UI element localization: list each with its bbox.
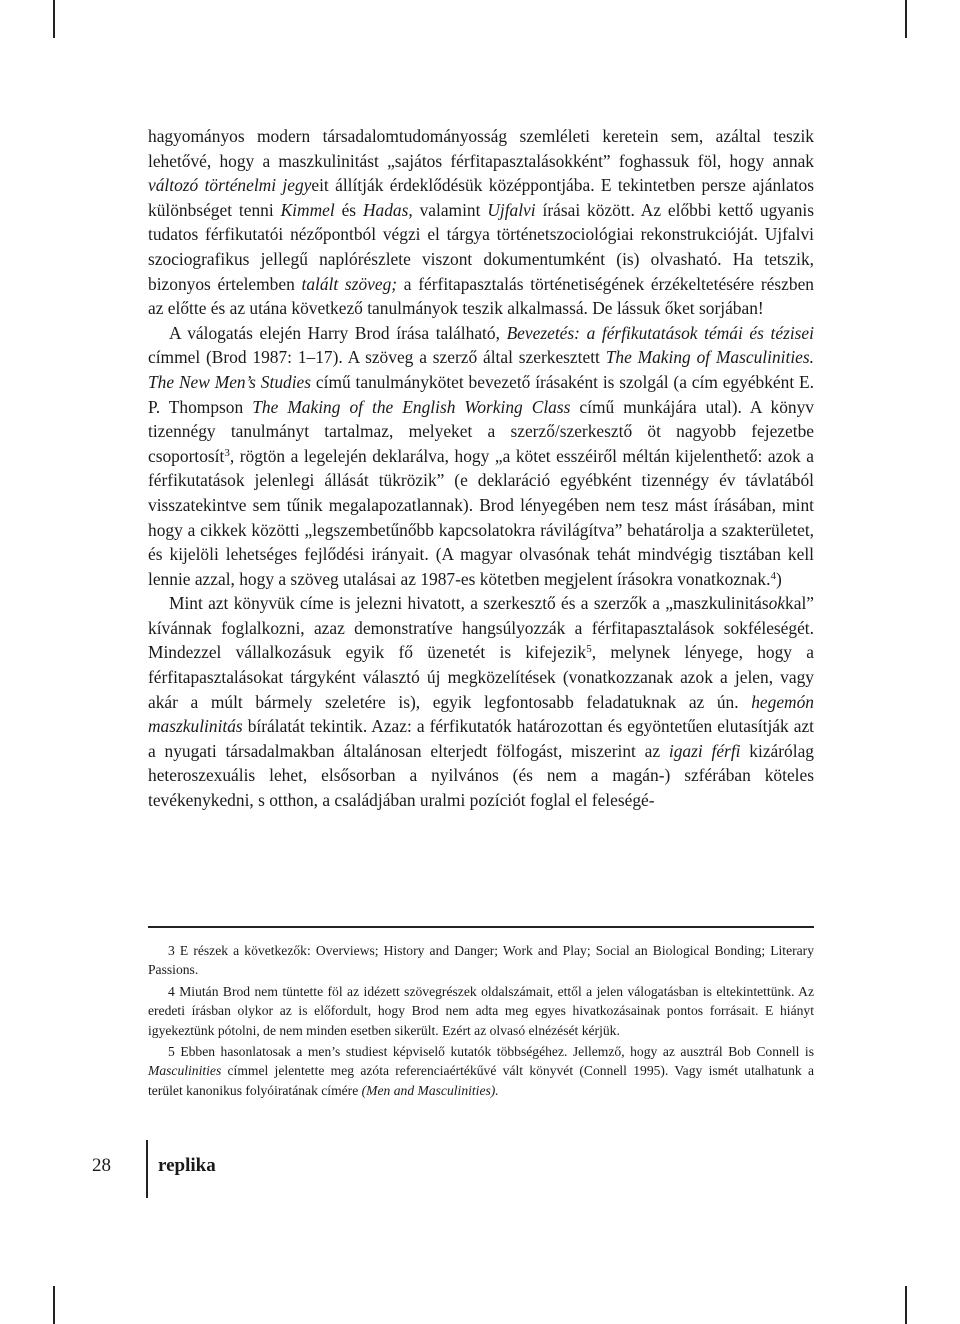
text-run: bírálatát tekintik. Azaz: a férfikutatók határozottan és egyöntetűen elutasítják azt a nyugati társadalmakban általánosan elterjedt fölfogást, miszerint az [148,716,814,761]
text-run-italic: The Making of the English Working Class [252,396,571,417]
footnote-ref-4: 4 [770,569,776,582]
text-run: írásai között. Az előbbi kettő ugyanis tudatos férfikutatói nézőpontból végzi el tárgya történetszociológiai rekonstrukcióját. Ujfalvi szociografikus jellegű naplórészlete viszont dokumentumként (is) olvasható. Ha tetszik, bizonyos értelemben [148,199,815,294]
footnote-ref-3: 3 [224,446,230,459]
text-run: és [334,199,363,220]
footnotes [148,941,814,1102]
footnote-4: 4 Miután Brod nem tüntette föl az idézett szövegrészek oldalszámait, ettől a jelen válogatásban is eltekintettünk. Az eredeti írásban olykor az is előfordult, hogy Brod nem adta meg egyes hivatkozásainak pontos forrásait. E hiányt igyekeztünk pótolni, de nem minden esetben sikerült. Ezért az olvasó elnézését kérjük. [148,983,814,1038]
text-run: címmel (Brod 1987: 1–17). A szöveg a szerző által szerkesztett [148,347,606,368]
crop-mark-top-right [905,0,907,38]
paragraph-1 [148,124,814,321]
text-run: a férfitapasztalás történetiségének érzékeltetésére részben az előtte és az utána következő tanulmányok teszik alkalmassá. De lássuk őket sorjában! [148,273,814,319]
text-run: című munkájára utal). A könyv tizennégy tanulmányt tartalmaz, melyeket a szerző/szerkesztő öt nagyobb fejezetbe csoportosít [148,396,814,466]
text-run: 5 Ebben hasonlatosak a men’s studiest képviselő kutatók többségéhez. Jellemző, hogy az ausztrál Bob Connell is [168,1044,814,1060]
text-run-italic: ok [768,593,786,614]
text-run: valamint [412,199,488,220]
text-run-italic: The New Men’s Studies [148,371,312,392]
text-run-italic: (Men and Masculinities). [361,1082,499,1098]
text-run: kal” kívánnak foglalkozni, azaz demonstratíve hangsúlyozzák a férfitapasztalások sokféleségét. Mindezzel vállalkozásuk egyik fő üzenetét is kifejezik [148,593,814,663]
text-run: hagyományos modern társadalomtudományosság szemléleti keretein sem, azáltal teszik lehetővé, hogy a maszkulinitást „sajátos férfitapasztalásokként” foghassuk föl, hogy annak [148,126,814,171]
text-run-italic: igazi férfi [668,740,741,761]
crop-mark-bottom-left [53,1286,55,1324]
journal-name: replika [158,1155,216,1176]
footnote-3: 3 E részek a következők: Overviews; History and Danger; Work and Play; Social an Biological Bonding; Literary Passions. [148,943,814,978]
text-run-italic: talált szöveg; [301,273,398,294]
footnote-separator [148,926,814,928]
text-run-italic: Hadas, [362,199,413,220]
text-run-italic: Masculinities [148,1063,222,1079]
text-run-italic: Kimmel [280,199,335,220]
text-run: eit állítják érdeklődésük középpontjába. E tekintetben persze ajánlatos különbséget tenni [148,175,815,220]
text-run: ) [775,568,782,589]
text-run: kizárólag heteroszexuális lehet, elsősorban a nyilvános (és nem a magán-) szférában köteles tevékenykedni, s otthon, a családjában uralmi pozíciót foglal el feleségé- [148,740,814,811]
page-number: 28 [92,1155,111,1176]
text-run: A válogatás elején Harry Brod írása található, [169,322,507,343]
text-run-italic: Ujfalvi [487,199,536,220]
footnote-5 [148,1042,814,1100]
text-run: Mint azt könyvük címe is jelezni hivatott, a szerkesztő és a szerzők a „maszkulinitás [169,593,769,614]
paragraph-2 [148,321,814,592]
text-run-italic: változó történelmi jegy [148,175,312,196]
footnote-ref-5: 5 [586,643,592,656]
body-text [148,124,814,813]
paragraph-3 [148,591,814,812]
footer-divider [146,1140,148,1198]
text-run-italic: The Making of Masculinities. [605,347,814,368]
text-run: , melynek lényege, hogy a férfitapasztalásokat tárgyként választó új megközelítések (vonatkozzanak azok a jelen, vagy akár a múlt bármely szeletére is), egyik legfontosabb feladatuknak az ún. [148,642,814,712]
crop-mark-bottom-right [905,1286,907,1324]
text-run: című tanulmánykötet bevezető írásaként is szolgál (a cím egyébként E. P. Thompson [148,371,815,417]
text-run: , rögtön a legelején deklarálva, hogy „a kötet esszéiről méltán kijelenthető: azok a férfikutatások jelenlegi állását tükrözik” (e deklaráció egyébként tizennégy év távlatából visszatekintve sem tűnik megalapozatlannak). Brod lényegében nem tesz mást írásában, mint hogy a cikkek közötti „legszembetűnőbb kapcsolatokra rávilágítva” behatárolja a szakterületet, és kijelöli lehetséges fejlődési irányait. (A magyar olvasónak tehát mindvégig tisztában kell lennie azzal, hogy a szöveg utalásai az 1987-es kötetben megjelent írásokra vonatkoznak. [148,445,814,589]
text-run-italic: Bevezetés: a férfikutatások témái és tézisei [506,322,814,343]
text-run-italic: hegemón maszkulinitás [148,691,814,737]
text-run: címmel jelentette meg azóta referenciaértékűvé vált könyvét (Connell 1995). Vagy ismét utalhatunk a terület kanonikus folyóiratának címére [148,1063,814,1098]
crop-mark-top-left [53,0,55,38]
